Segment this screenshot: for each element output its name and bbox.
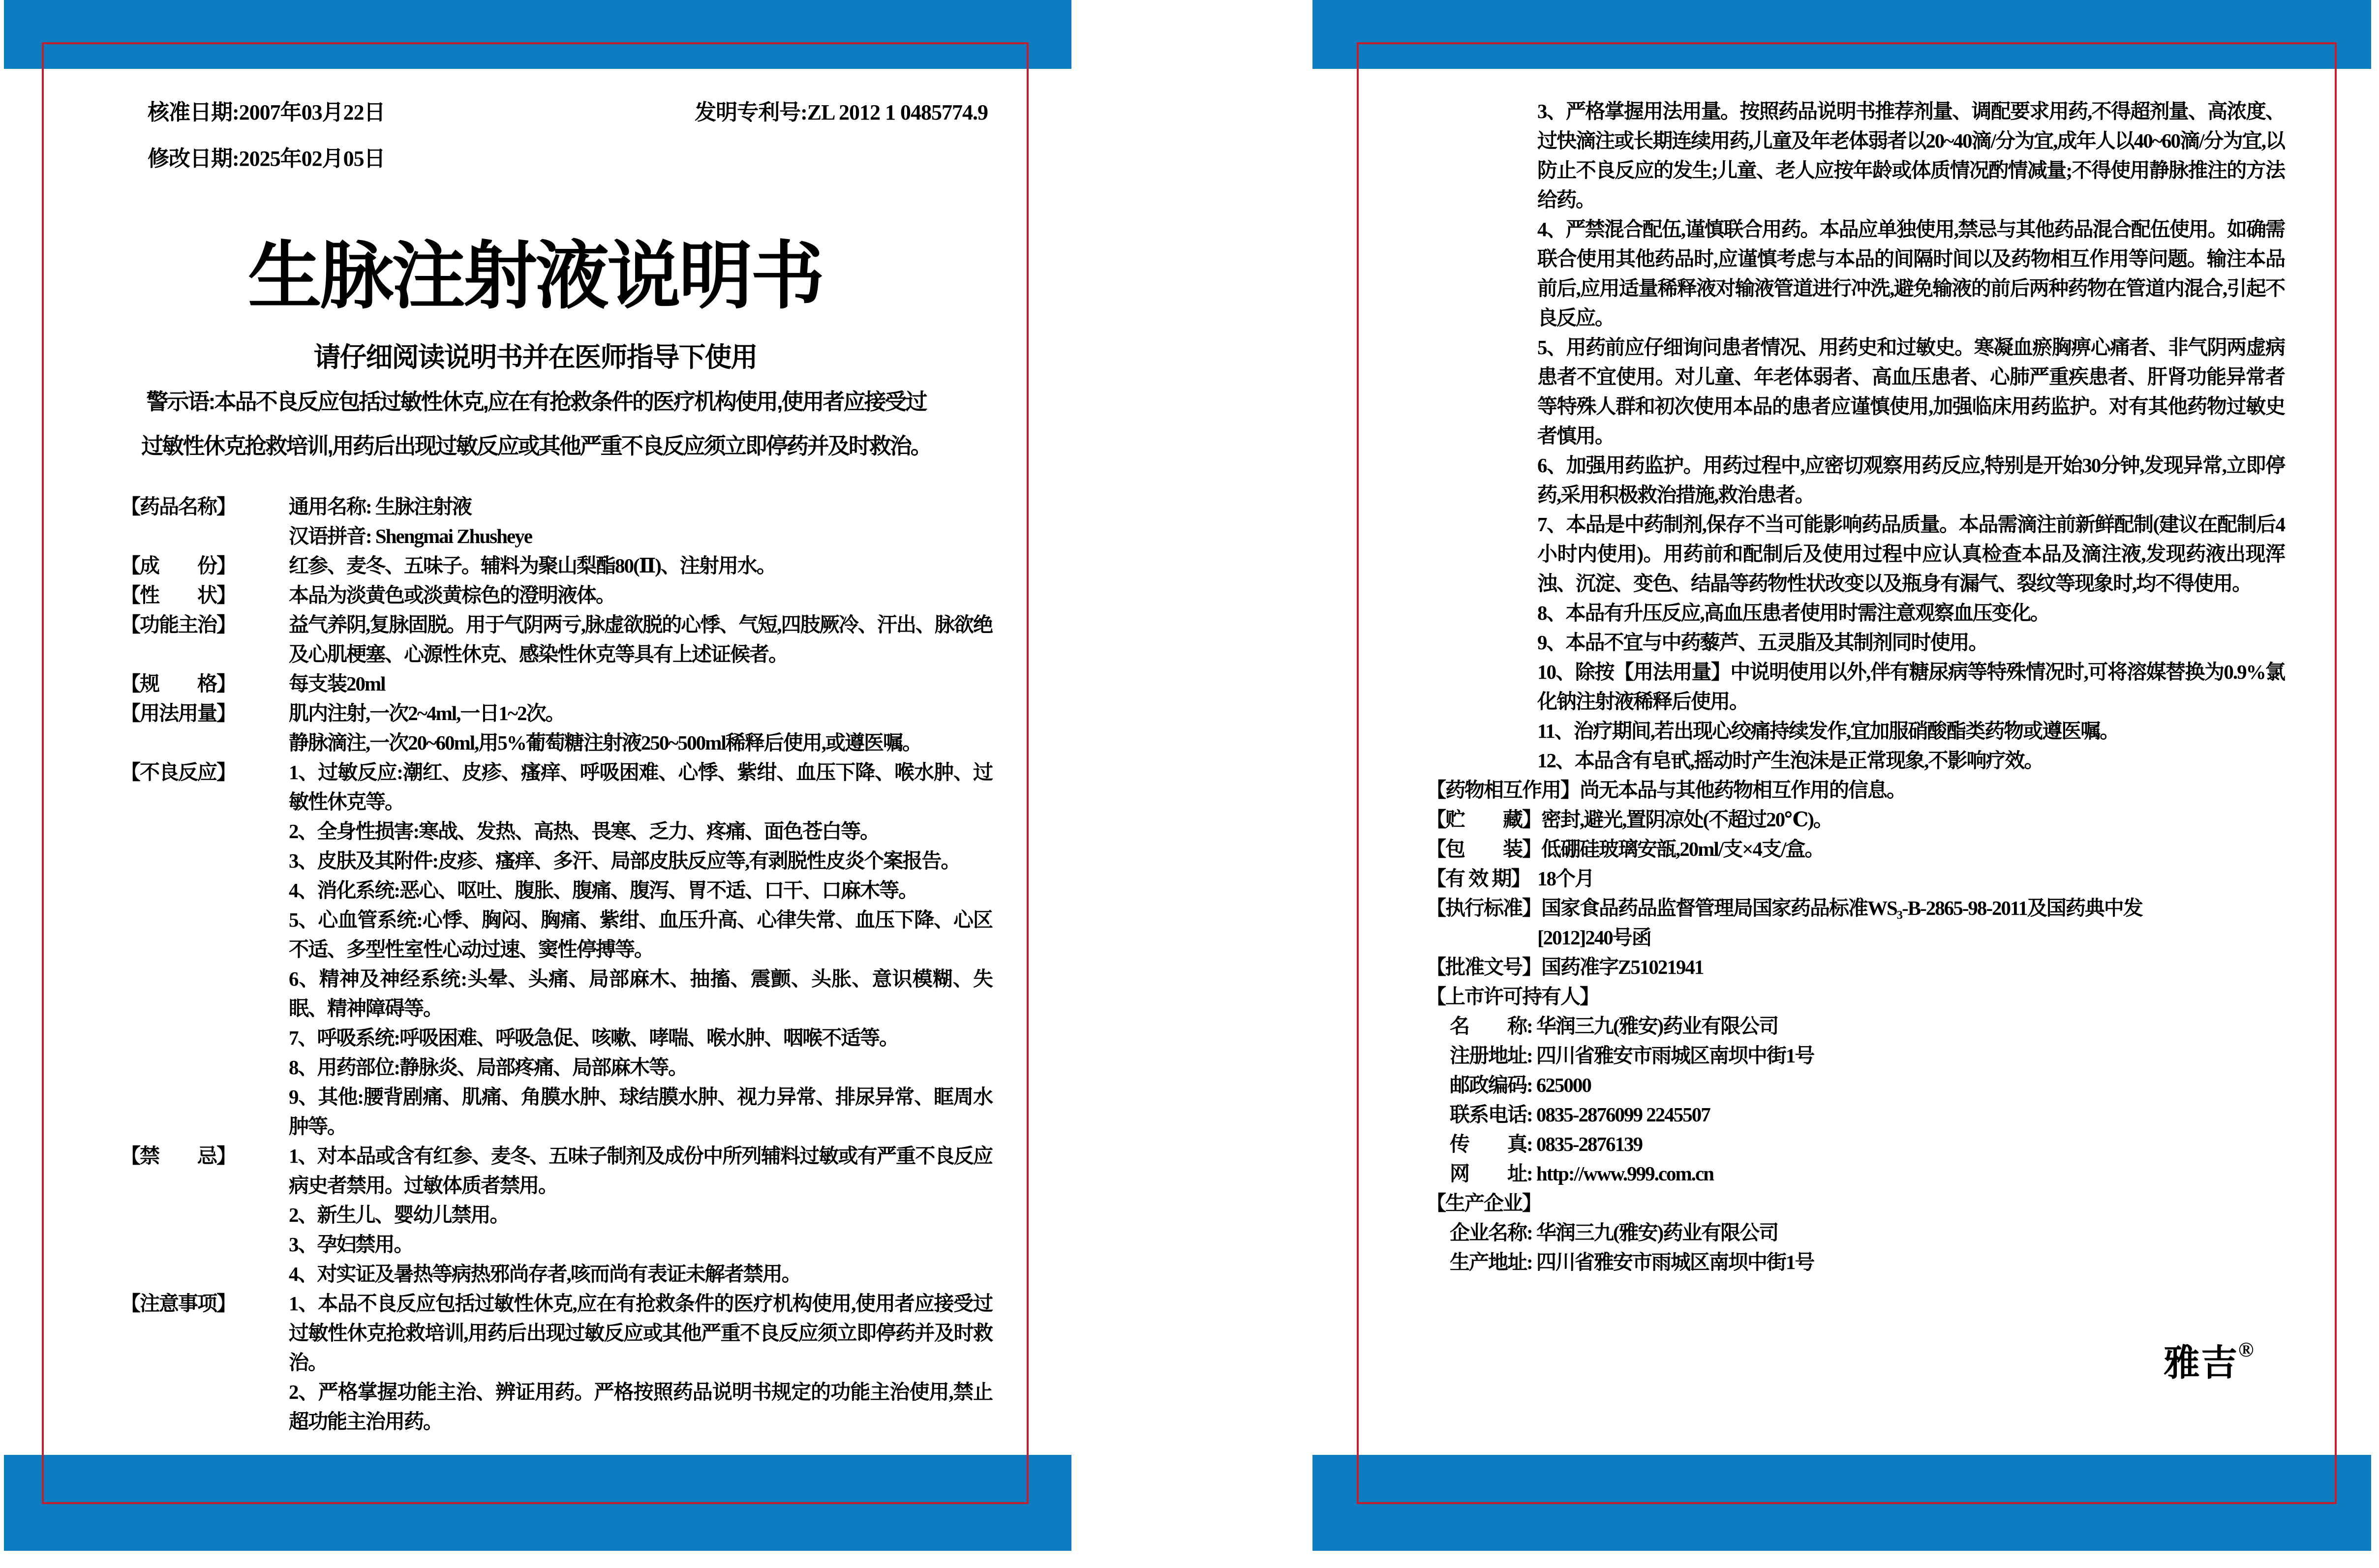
precaution-item-text: 11、治疗期间,若出现心绞痛持续发作,宜加服硝酸酯类药物或遵医嘱。 <box>1537 720 2119 742</box>
leaflet-entry-row <box>121 757 992 816</box>
entry-text: 益气养阴,复脉固脱。用于气阴两亏,脉虚欲脱的心悸、气短,四肢厥冷、汗出、脉欲绝及心肌梗塞、心源性休克、感染性休克等具有上述证候者。 <box>289 613 992 665</box>
entry-text: 国药准字Z51021941 <box>1541 956 1704 978</box>
entry-label: 【药物相互作用】 <box>1426 779 1580 801</box>
leaflet-entry-row <box>1426 952 2285 982</box>
entry-label: 【禁 忌】 <box>121 1145 236 1167</box>
entry-text: 7、呼吸系统:呼吸困难、呼吸急促、咳嗽、哮喘、喉水肿、咽喉不适等。 <box>289 1026 899 1049</box>
entry-label: 【用法用量】 <box>121 702 236 724</box>
precaution-item-row <box>1426 332 2285 451</box>
precaution-item-row <box>1426 628 2285 657</box>
entry-label: 【药品名称】 <box>121 495 236 518</box>
holder-detail-line: 名 称: 华润三九(雅安)药业有限公司 <box>1450 1015 1778 1037</box>
leaflet-entry-row <box>121 1259 992 1289</box>
leaflet-entry-row <box>1426 834 2285 864</box>
leaflet-entry-row <box>121 669 992 698</box>
precaution-item-text: 5、用药前应仔细询问患者情况、用药史和过敏史。寒凝血瘀胸痹心痛者、非气阴两虚病患者不宜使用。对儿童、年老体弱者、高血压患者、心肺严重疾患者、肝肾功能异常者等特殊人群和初次使用本品的患者应谨慎使用,加强临床用药监护。对有其他药物过敏史者慎用。 <box>1537 336 2285 447</box>
leaflet-entry-row <box>121 816 992 846</box>
leaflet-entry-row <box>121 1023 992 1053</box>
entry-text: 肌内注射,一次2~4ml,一日1~2次。 <box>289 702 565 724</box>
manufacturer-detail-line: 生产地址: 四川省雅安市雨城区南坝中街1号 <box>1450 1251 1814 1273</box>
entry-text: 3、孕妇禁用。 <box>289 1233 413 1256</box>
entry-text: 18个月 <box>1537 867 1594 890</box>
holder-section-label: 【上市许可持有人】 <box>1426 985 1599 1008</box>
leaflet-entry-row <box>121 1289 992 1377</box>
precaution-item-row <box>1426 598 2285 628</box>
page2-body <box>1426 96 2285 1277</box>
leaflet-entry-row <box>121 846 992 875</box>
entry-label: 【性 状】 <box>121 584 236 606</box>
precaution-item-text: 9、本品不宜与中药藜芦、五灵脂及其制剂同时使用。 <box>1537 631 1988 654</box>
holder-detail-line: 传 真: 0835-2876139 <box>1450 1133 1643 1155</box>
precaution-item-row <box>1426 657 2285 716</box>
entry-label: 【规 格】 <box>121 672 236 695</box>
precaution-item-row <box>1426 716 2285 746</box>
entry-text: 密封,避光,置阴凉处(不超过20℃)。 <box>1541 808 1832 831</box>
entry-text: 8、用药部位:静脉炎、局部疼痛、局部麻木等。 <box>289 1056 688 1079</box>
entry-label: 【执行标准】 <box>1426 897 1541 919</box>
entry-text: 每支装20ml <box>289 672 385 695</box>
leaflet-entry-row <box>1426 864 2285 893</box>
entry-text: 2、新生儿、婴幼儿禁用。 <box>289 1204 509 1226</box>
leaflet-entry-row <box>1426 775 2285 805</box>
leaflet-entry-row <box>121 1141 992 1200</box>
entry-text: 国家食品药品监督管理局国家药品标准WS₃-B-2865-98-2011及国药典中发 <box>1541 897 2142 919</box>
leaflet-entry-row <box>121 905 992 964</box>
entry-label: 【注意事项】 <box>121 1292 236 1315</box>
leaflet-entry-row <box>121 551 992 580</box>
entry-label: 【不良反应】 <box>121 761 236 784</box>
entry-text: 4、消化系统:恶心、呕吐、腹胀、腹痛、腹泻、胃不适、口干、口麻木等。 <box>289 879 918 902</box>
entry-text: 本品为淡黄色或淡黄棕色的澄明液体。 <box>289 584 615 606</box>
brand-name: 雅吉 <box>2164 1343 2238 1384</box>
entry-text: 6、精神及神经系统:头晕、头痛、局部麻木、抽搐、震颤、头胀、意识模糊、失眠、精神障碍等。 <box>289 967 992 1020</box>
manufacturer-detail-line: 企业名称: 华润三九(雅安)药业有限公司 <box>1450 1221 1778 1244</box>
entry-label: 【批准文号】 <box>1426 956 1541 978</box>
page1-body <box>121 492 992 1436</box>
leaflet-entry-row <box>121 1377 992 1436</box>
holder-detail-line: 网 址: http://www.999.com.cn <box>1450 1162 1713 1185</box>
leaflet-entry-row <box>121 580 992 610</box>
entry-text: 3、皮肤及其附件:皮疹、瘙痒、多汗、局部皮肤反应等,有剥脱性皮炎个案报告。 <box>289 849 960 872</box>
manufacturer-section-label: 【生产企业】 <box>1426 1192 1541 1214</box>
warning-statement <box>69 380 1004 468</box>
holder-lines <box>1426 1011 2285 1188</box>
entry-label: 【有 效 期】 <box>1426 867 1530 890</box>
precaution-item-row <box>1426 214 2285 332</box>
precaution-item-text: 6、加强用药监护。用药过程中,应密切观察用药反应,特别是开始30分钟,发现异常,立即停药,采用积极救治措施,救治患者。 <box>1537 454 2285 506</box>
entry-label: 【功能主治】 <box>121 613 236 636</box>
entry-text: 汉语拼音: Shengmai Zhusheye <box>289 525 532 547</box>
leaflet-entry-row <box>1426 805 2285 834</box>
leaflet-entry-row <box>121 875 992 905</box>
leaflet-entry-row <box>121 1082 992 1141</box>
entry-text: 红参、麦冬、五味子。辅料为聚山梨酯80(Ⅱ)、注射用水。 <box>289 554 776 577</box>
entry-label: 【包 装】 <box>1426 838 1541 860</box>
warning-line: 警示语:本品不良反应包括过敏性休克,应在有抢救条件的医疗机构使用,使用者应接受过 <box>146 389 926 414</box>
leaflet-entry-row <box>121 1053 992 1082</box>
precaution-item-text: 3、严格掌握用法用量。按照药品说明书推荐剂量、调配要求用药,不得超剂量、高浓度、过快滴注或长期连续用药,儿童及年老体弱者以20~40滴/分为宜,成年人以40~60滴/分为宜,以防止不良反应的发生;儿童、老人应按年龄或体质情况酌情减量;不得使用静脉推注的方法给药。 <box>1537 100 2285 211</box>
leaflet-entry-row <box>121 1200 992 1230</box>
leaflet-entry-row <box>121 728 992 757</box>
precaution-item-text: 4、严禁混合配伍,谨慎联合用药。本品应单独使用,禁忌与其他药品混合配伍使用。如确需联合使用其他药品时,应谨慎考虑与本品的间隔时间以及药物相互作用等问题。输注本品前后,应用适量稀释液对输液管道进行冲洗,避免输液的前后两种药物在管道内混合,引起不良反应。 <box>1537 218 2285 329</box>
holder-detail-line: 联系电话: 0835-2876099 2245507 <box>1450 1103 1710 1126</box>
precaution-items <box>1426 96 2285 775</box>
entry-text: 低硼硅玻璃安瓿,20ml/支×4支/盒。 <box>1541 838 1824 860</box>
entry-label: 【成 份】 <box>121 554 236 577</box>
leaflet-entry-row <box>1426 893 2285 923</box>
precaution-item-row <box>1426 96 2285 214</box>
leaflet-entry-row <box>121 964 992 1023</box>
registered-trademark-icon: ® <box>2238 1339 2255 1361</box>
entry-text: 1、本品不良反应包括过敏性休克,应在有抢救条件的医疗机构使用,使用者应接受过过敏性休克抢救培训,用药后出现过敏反应或其他严重不良反应须立即停药并及时救治。 <box>289 1292 992 1374</box>
holder-detail-line: 邮政编码: 625000 <box>1450 1074 1591 1096</box>
entry-text: 通用名称: 生脉注射液 <box>289 495 471 518</box>
entry-text: 1、对本品或含有红参、麦冬、五味子制剂及成份中所列辅料过敏或有严重不良反应病史者禁用。过敏体质者禁用。 <box>289 1145 992 1197</box>
entry-text: 1、过敏反应:潮红、皮疹、瘙痒、呼吸困难、心悸、紫绀、血压下降、喉水肿、过敏性休克等。 <box>289 761 992 813</box>
entry-text: 静脉滴注,一次20~60ml,用5%葡萄糖注射液250~500ml稀释后使用,或遵医嘱。 <box>289 731 921 754</box>
leaflet-subtitle: 请仔细阅读说明书并在医师指导下使用 <box>313 342 757 372</box>
manufacturer-lines <box>1426 1218 2285 1277</box>
entry-text: 2、严格掌握功能主治、辨证用药。严格按照药品说明书规定的功能主治使用,禁止超功能主治用药。 <box>289 1381 992 1433</box>
page2-entries <box>1426 775 2285 982</box>
precaution-item-text: 7、本品是中药制剂,保存不当可能影响药品质量。本品需滴注前新鲜配制(建议在配制后4小时内使用)。用药前和配制后及使用过程中应认真检查本品及滴注液,发现药液出现浑浊、沉淀、变色、结晶等药物性状改变以及瓶身有漏气、裂纹等现象时,均不得使用。 <box>1537 513 2285 595</box>
warning-line: 过敏性休克抢救培训,用药后出现过敏反应或其他严重不良反应须立即停药并及时救治。 <box>141 433 931 458</box>
entry-text: 5、心血管系统:心悸、胸闷、胸痛、紫绀、血压升高、心律失常、血压下降、心区不适、多型性室性心动过速、窦性停搏等。 <box>289 908 992 961</box>
leaflet-entry-row <box>121 1230 992 1259</box>
brand-logo <box>2164 1334 2255 1386</box>
leaflet-entry-row <box>121 521 992 551</box>
leaflet-entry-row <box>121 492 992 521</box>
entry-label: 【贮 藏】 <box>1426 808 1541 831</box>
holder-detail-line: 注册地址: 四川省雅安市雨城区南坝中街1号 <box>1450 1044 1814 1067</box>
approval-date: 核准日期:2007年03月22日 <box>148 100 385 124</box>
entry-text: 尚无本品与其他药物相互作用的信息。 <box>1580 779 1906 801</box>
leaflet-entry-row <box>1426 923 2285 952</box>
patent-number: 发明专利号:ZL 2012 1 0485774.9 <box>695 100 988 124</box>
leaflet-title: 生脉注射液说明书 <box>247 236 823 318</box>
entry-text: [2012]240号函 <box>1537 926 1651 949</box>
entry-text: 4、对实证及暑热等病热邪尚存者,咳而尚有表证未解者禁用。 <box>289 1263 801 1285</box>
precaution-item-text: 10、除按【用法用量】中说明使用以外,伴有糖尿病等特殊情况时,可将溶媒替换为0.9%氯化钠注射液稀释后使用。 <box>1537 661 2285 713</box>
leaflet-entry-row <box>121 698 992 728</box>
revision-date: 修改日期:2025年02月05日 <box>148 147 385 171</box>
leaflet-entry-row <box>121 610 992 669</box>
precaution-item-text: 8、本品有升压反应,高血压患者使用时需注意观察血压变化。 <box>1537 602 2049 624</box>
precaution-item-text: 12、本品含有皂甙,摇动时产生泡沫是正常现象,不影响疗效。 <box>1537 749 2044 772</box>
precaution-item-row <box>1426 451 2285 510</box>
entry-text: 2、全身性损害:寒战、发热、高热、畏寒、乏力、疼痛、面色苍白等。 <box>289 820 880 843</box>
precaution-item-row <box>1426 510 2285 598</box>
precaution-item-row <box>1426 746 2285 775</box>
entry-text: 9、其他:腰背剧痛、肌痛、角膜水肿、球结膜水肿、视力异常、排尿异常、眶周水肿等。 <box>289 1086 992 1138</box>
